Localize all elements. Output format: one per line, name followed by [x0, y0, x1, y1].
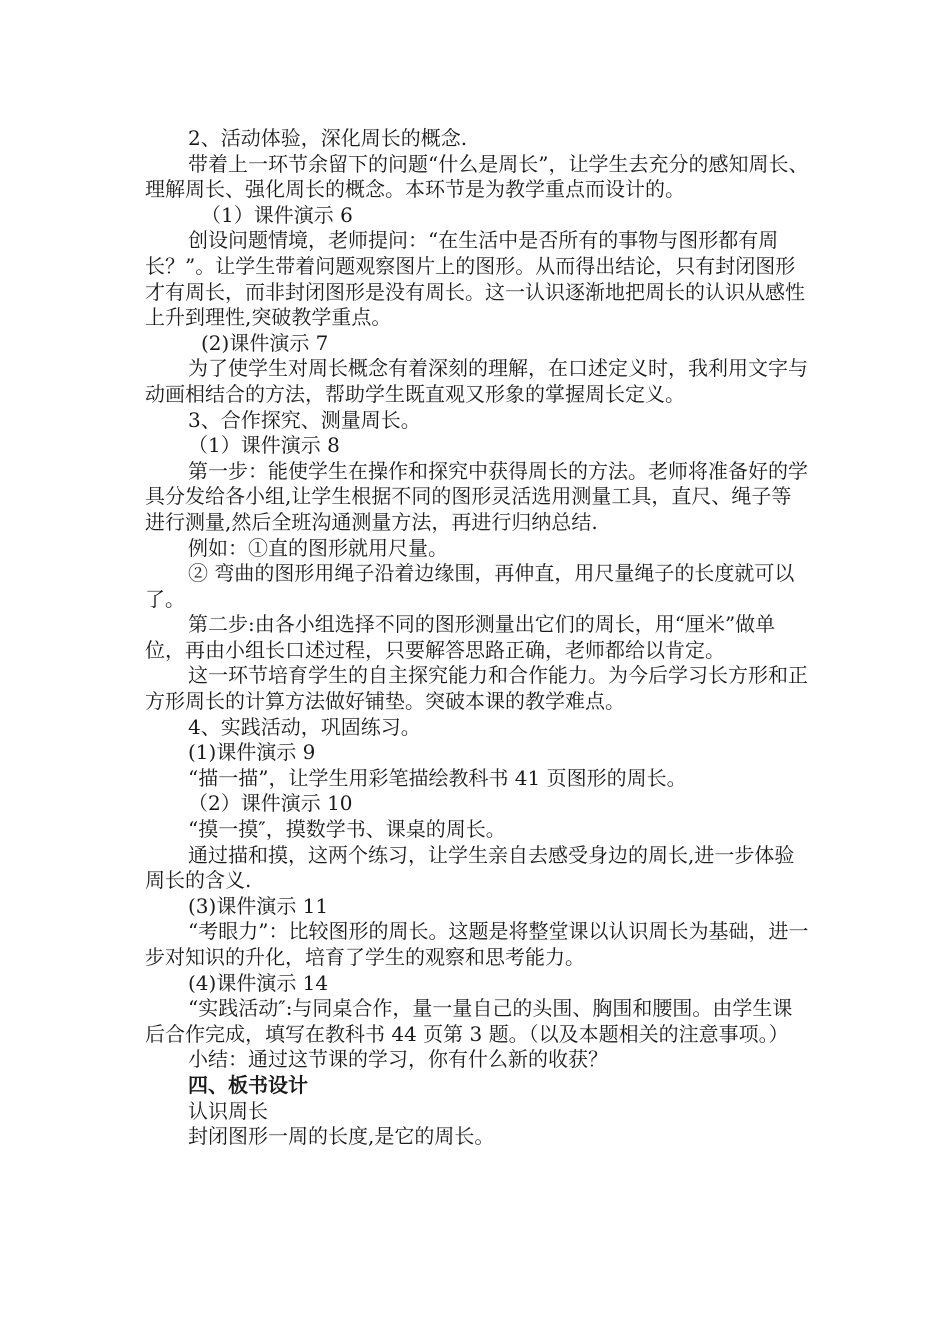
summary-paragraph: 小结：通过这节课的学习，你有什么新的收获？	[188, 1047, 608, 1072]
courseware-demo-7: (2)课件演示 7	[201, 330, 329, 355]
body-paragraph: 第二步:由各小组选择不同的图形测量出它们的周长，用“厘米”做单位，再由小组长口述过程，只要解答思路正确，老师都给以肯定。	[145, 612, 776, 662]
board-title: 认识周长	[188, 1098, 268, 1123]
courseware-demo-11: (3)课件演示 11	[188, 893, 329, 918]
body-paragraph: 创设问题情境，老师提问：“在生活中是否所有的事物与图形都有周长？”。让学生带着问题观察图片上的图形。从而得出结论，只有封闭图形才有周长，而非封闭图形是没有周长。这一认识逐渐地把周长的认识从感性上升到理性,突破教学重点。	[145, 228, 805, 330]
courseware-demo-9: (1)课件演示 9	[188, 740, 316, 765]
section-heading-practice: 4、实践活动，巩固练习。	[188, 714, 421, 739]
document-body	[145, 126, 810, 1150]
body-paragraph: “描一描”，让学生用彩笔描绘教科书 41 页图形的周长。	[188, 765, 687, 790]
courseware-demo-8: （1）课件演示 8	[188, 433, 340, 458]
body-paragraph: 例如：①直的图形就用尺量。	[188, 535, 448, 560]
body-paragraph: 通过描和摸，这两个练习，让学生亲自去感受身边的周长,进一步体验周长的含义.	[145, 842, 795, 893]
body-paragraph: 这一环节培育学生的自主探究能力和合作能力。为今后学习长方形和正方形周长的计算方法做好铺垫。突破本课的教学难点。	[145, 663, 808, 714]
section-heading-explore: 3、合作探究、测量周长。	[188, 407, 421, 432]
courseware-demo-6: （1）课件演示 6	[201, 202, 353, 227]
body-paragraph: 带着上一环节余留下的问题“什么是周长”，让学生去充分的感知周长、理解周长、强化周长的概念。本环节是为教学重点而设计的。	[145, 151, 809, 202]
body-paragraph: “摸一摸″，摸数学书、课桌的周长。	[188, 817, 506, 842]
courseware-demo-14: (4)课件演示 14	[188, 970, 329, 995]
body-paragraph: “实践活动″:与同桌合作，量一量自己的头围、胸围和腰围。由学生课后合作完成，填写在教科书 44 页第 3 题。（以及本题相关的注意事项。）	[145, 996, 793, 1046]
section-heading-board-design: 四、板书设计	[188, 1072, 308, 1097]
body-paragraph: ② 弯曲的图形用绳子沿着边缘围，再伸直，用尺量绳子的长度就可以了。	[145, 561, 795, 611]
body-paragraph: 为了使学生对周长概念有着深刻的理解，在口述定义时，我利用文字与动画相结合的方法，帮助学生既直观又形象的掌握周长定义。	[145, 356, 808, 406]
courseware-demo-10: （2）课件演示 10	[188, 791, 353, 816]
body-paragraph: 第一步：能使学生在操作和探究中获得周长的方法。老师将准备好的学具分发给各小组,让学生根据不同的图形灵活选用测量工具，直尺、绳子等进行测量,然后全班沟通测量方法，再进行归纳总结.	[145, 458, 808, 534]
board-definition: 封闭图形一周的长度,是它的周长。	[188, 1124, 495, 1149]
body-paragraph: “考眼力”：比较图形的周长。这题是将整堂课以认识周长为基础，进一步对知识的升化，培育了学生的观察和思考能力。	[145, 919, 809, 969]
section-heading-activity: 2、活动体验，深化周长的概念.	[188, 126, 468, 150]
